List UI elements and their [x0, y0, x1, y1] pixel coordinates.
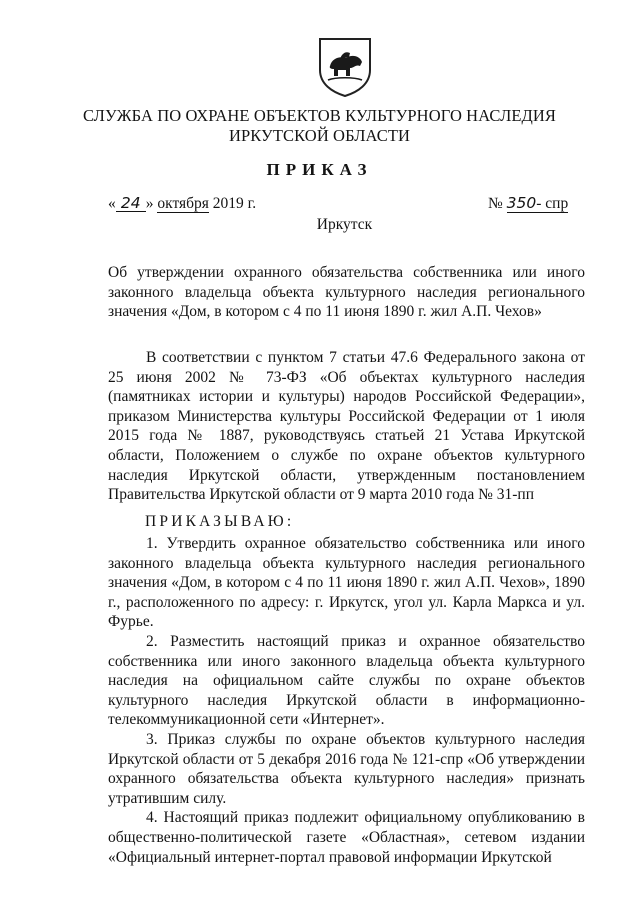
number-sign: № [488, 195, 503, 212]
date-month: октября [157, 195, 209, 212]
order-item: 2. Разместить настоящий приказ и охранное обязательство собственника или иного законного владельца объекта культурного наследия на официальном сайте службы по охране объектов культурного наследия Иркутской области в информационно-телекоммуникационной сети «Интернет». [108, 632, 585, 729]
order-heading: ПРИКАЗЫВАЮ: [145, 513, 295, 530]
date-day-handwritten: 24 [116, 195, 146, 212]
city-name: Иркутск [316, 216, 373, 233]
date-close-quote: » [145, 195, 154, 212]
order-item: 4. Настоящий приказ подлежит официальному опубликованию в общественно-политической газете «Областная», сетевом издании «Официальный интернет-портал правовой информации Иркутской [108, 809, 585, 866]
order-item: 1. Утвердить охранное обязательство собственника или иного законного владельца объекта культурного наследия регионального значения «Дом, в котором с 4 по 11 июня 1890 г. жил А.П. Чехов», 1890 г., расположенного по адресу: г. Иркутск, угол ул. Карла Маркса и ул. Фурье. [108, 535, 585, 631]
coat-of-arms-emblem [316, 36, 374, 98]
order-subject: Об утверждении охранного обязательства собственника или иного законного владельца объекта культурного наследия регионального значения «Дом, в котором с 4 по 11 июня 1890 г. жил А.П. Чехов» [108, 264, 585, 321]
number-suffix: - спр [536, 195, 569, 212]
date-open-quote: « [108, 195, 116, 212]
order-date [108, 195, 256, 213]
preamble-paragraph: В соответствии с пунктом 7 статьи 47.6 Федерального закона от 25 июня 2002 № 73-ФЗ «Об объектах культурного наследия (памятниках истории и культуры) народов Российской Федерации», приказом Министерства культуры Российской Федерации от 1 июля 2015 года № 1887, руководствуясь статьей 21 Устава Иркутской области, Положением о службе по охране объектов культурного наследия Иркутской области, утвержденным постановлением Правительства Иркутской области от 9 марта 2010 года № 31-пп [108, 349, 585, 504]
date-year: 2019 г. [212, 195, 257, 212]
order-number [488, 195, 568, 213]
organization-name-line1: СЛУЖБА ПО ОХРАНЕ ОБЪЕКТОВ КУЛЬТУРНОГО НАСЛЕДИЯ [82, 106, 557, 125]
order-items [108, 534, 585, 867]
document-type-title: ПРИКАЗ [266, 160, 373, 179]
organization-name-line2: ИРКУТСКОЙ ОБЛАСТИ [228, 126, 411, 145]
number-handwritten: 350 [506, 194, 537, 212]
order-item: 3. Приказ службы по охране объектов культурного наследия Иркутской области от 5 декабря 2016 года № 121-спр «Об утверждении охранного обязательства объекта культурного наследия» признать утратившим силу. [108, 730, 585, 807]
